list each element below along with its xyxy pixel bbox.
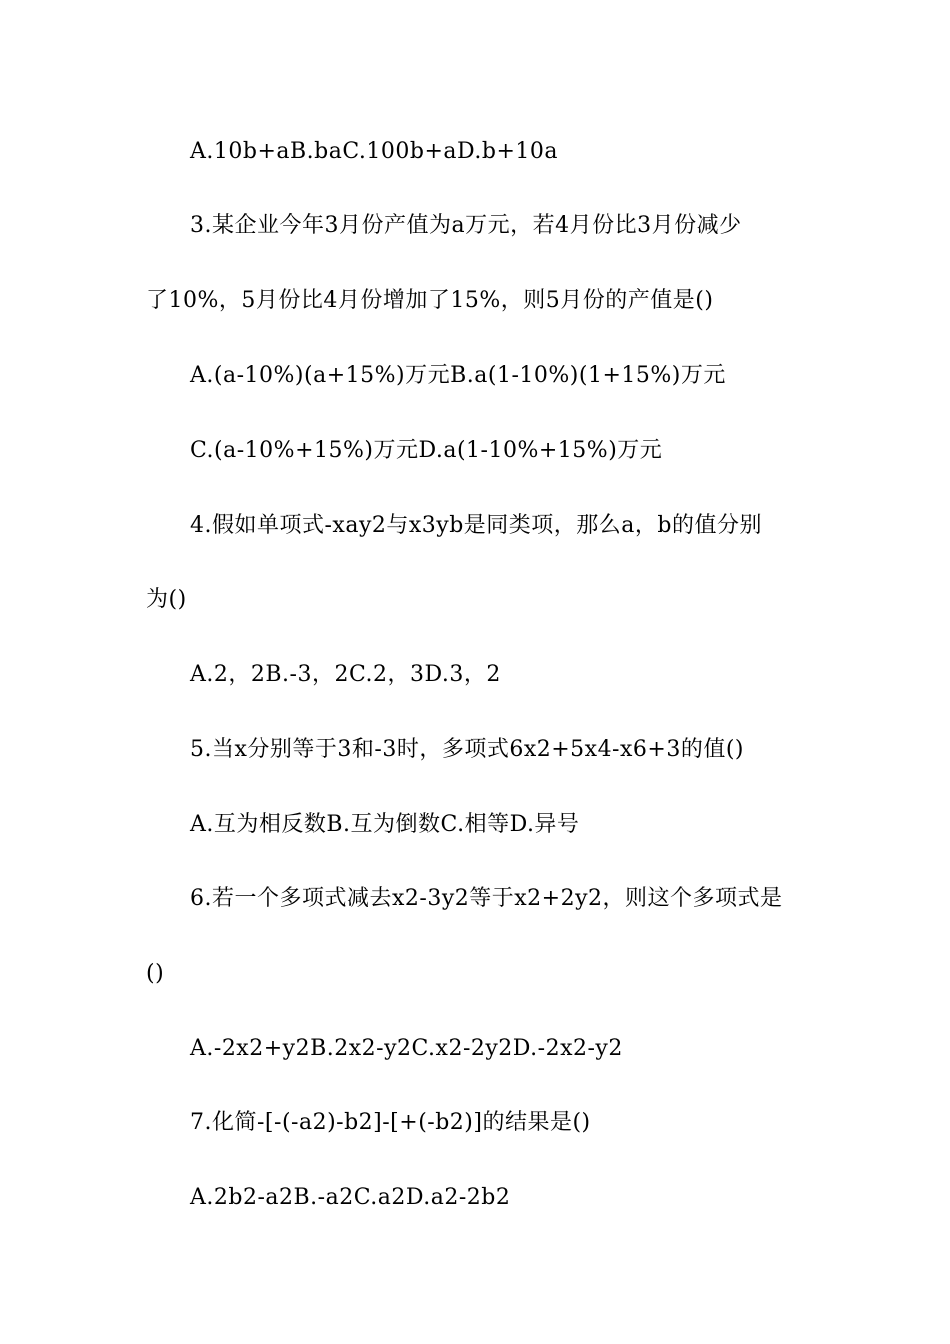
q4-options: A.2，2B.-3，2C.2，3D.3，2: [190, 662, 501, 687]
q7-options: A.2b2-a2B.-a2C.a2D.a2-2b2: [190, 1185, 511, 1210]
q3-options-line1: A.(a-10%)(a+15%)万元B.a(1-10%)(1+15%)万元: [190, 363, 726, 388]
q3-options-line2: C.(a-10%+15%)万元D.a(1-10%+15%)万元: [190, 438, 663, 463]
q6-options: A.-2x2+y2B.2x2-y2C.x2-2y2D.-2x2-y2: [190, 1036, 623, 1061]
q2-options: A.10b+aB.baC.100b+aD.b+10a: [190, 139, 559, 164]
q5-text: 5.当x分别等于3和-3时，多项式6x2+5x4-x6+3的值(): [190, 737, 744, 762]
q6-text-line2: (): [146, 961, 165, 986]
q3-text-line1: 3.某企业今年3月份产值为a万元，若4月份比3月份减少: [190, 213, 742, 238]
q4-text-line2: 为(): [146, 587, 187, 612]
q7-text: 7.化简-[-(-a2)-b2]-[+(-b2)]的结果是(): [190, 1110, 591, 1135]
q3-text-line2: 了10%，5月份比4月份增加了15%，则5月份的产值是(): [146, 288, 714, 313]
q6-text-line1: 6.若一个多项式减去x2-3y2等于x2+2y2，则这个多项式是: [190, 886, 783, 911]
q4-text-line1: 4.假如单项式-xay2与x3yb是同类项，那么a，b的值分别: [190, 513, 762, 538]
q5-options: A.互为相反数B.互为倒数C.相等D.异号: [190, 812, 580, 837]
